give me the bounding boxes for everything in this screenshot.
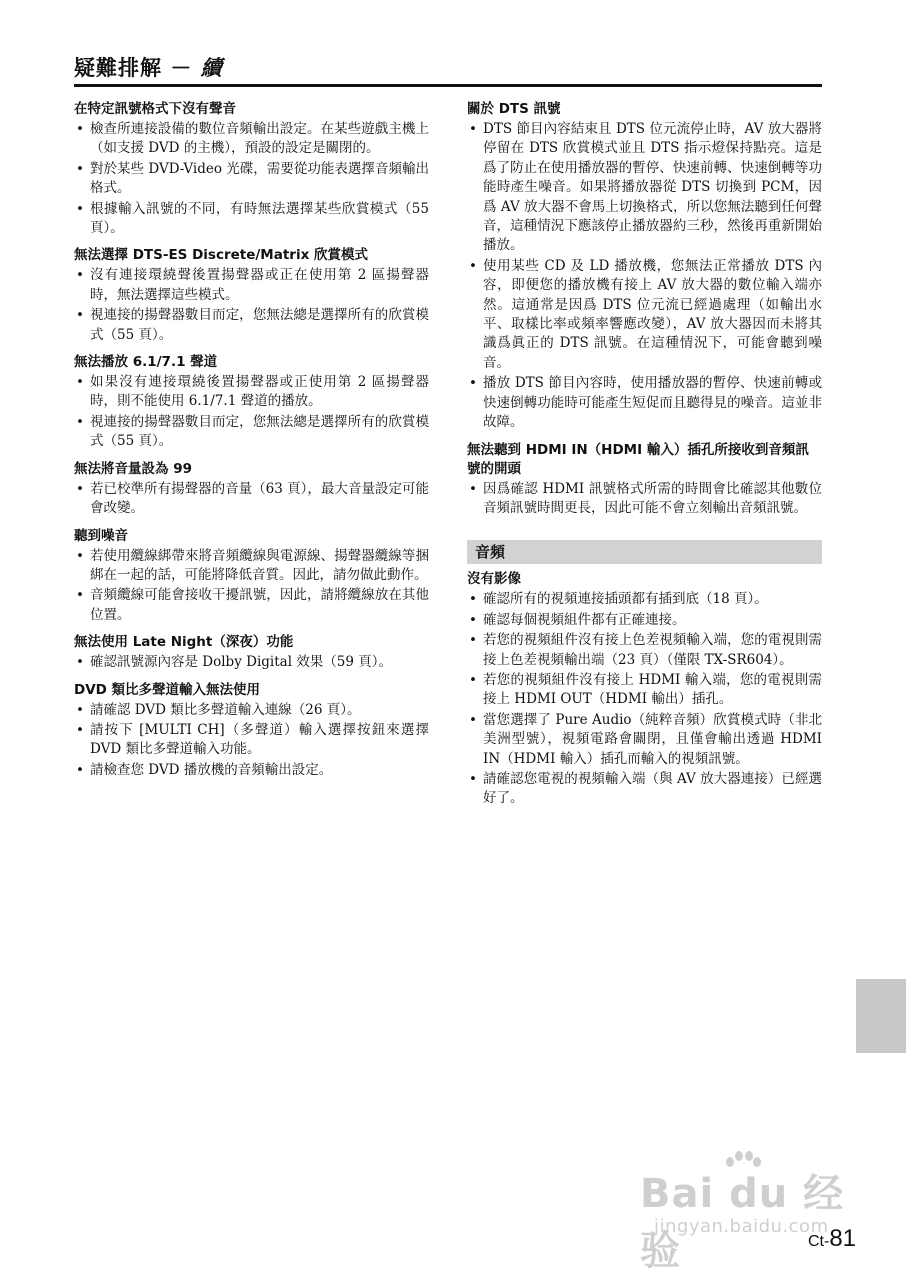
list-item-text: 如果沒有連接環繞後置揚聲器或正使用第 2 區揚聲器時，則不能使用 6.1/7.1 聲道的播放。 [90, 374, 429, 410]
list-item [74, 586, 429, 625]
list-item-text: 音頻纜線可能會接收干擾訊號，因此，請將纜線放在其他位置。 [90, 587, 429, 623]
list-item [467, 611, 822, 630]
bullet-icon: • [76, 121, 84, 137]
header-rule [74, 84, 822, 87]
list-item [74, 413, 429, 452]
list-item-text: 視連接的揚聲器數目而定，您無法總是選擇所有的欣賞模式（55 頁）。 [90, 307, 429, 343]
list-item-text: 播放 DTS 節目內容時，使用播放器的暫停、快速前轉或快速倒轉功能時可能產生短促而且聽得見的噪音。這並非故障。 [483, 375, 822, 431]
list-item-text: 當您選擇了 Pure Audio（純粹音頻）欣賞模式時（非北美洲型號），視頻電路會關閉，且僅會輸出透過 HDMI IN（HDMI 輸入）插孔而輸入的視頻訊號。 [483, 711, 822, 767]
list-item [467, 671, 822, 710]
section-title: 關於 DTS 訊號 [467, 101, 561, 117]
section-title: DVD 類比多聲道輸入無法使用 [74, 681, 261, 698]
section-title: 無法播放 6.1/7.1 聲道 [74, 354, 218, 371]
list-item [74, 160, 429, 199]
list-item [467, 374, 822, 432]
bullet-icon: • [76, 200, 84, 217]
bullet-list [74, 373, 429, 452]
section [467, 570, 822, 808]
list-item [74, 480, 429, 519]
list-item [74, 120, 429, 159]
title-continued: 續 [200, 56, 223, 80]
page-header [74, 52, 822, 88]
list-item-text: 因爲確認 HDMI 訊號格式所需的時間會比確認其他數位音頻訊號時間更長，因此可能不會立刻輸出音頻訊號。 [483, 480, 822, 516]
watermark-url: jingyan.baidu.com [654, 1216, 829, 1237]
bullet-list [467, 480, 822, 519]
bullet-icon: • [469, 257, 477, 274]
bullet-icon: • [469, 770, 477, 787]
section-title: 沒有影像 [467, 571, 521, 588]
list-item-text: 若使用纜線綁帶來將音頻纜線與電源線、揚聲器纜線等捆綁在一起的話，可能將降低音質。因此，請勿做此動作。 [90, 547, 429, 583]
list-item [467, 120, 822, 256]
bullet-icon: • [76, 307, 84, 324]
list-item [467, 711, 822, 769]
bullet-icon: • [76, 701, 84, 718]
bullet-icon: • [76, 721, 84, 738]
list-item-text: 視連接的揚聲器數目而定，您無法總是選擇所有的欣賞模式（55 頁）。 [90, 413, 429, 450]
list-item-text: 對於某些 DVD-Video 光碟，需要從功能表選擇音頻輸出格式。 [90, 160, 429, 197]
list-item-text: 確認所有的視頻連接插頭都有插到底（18 頁）。 [483, 591, 768, 608]
bullet-icon: • [76, 480, 84, 497]
list-item-text: 根據輸入訊號的不同，有時無法選擇某些欣賞模式（55 頁）。 [90, 200, 429, 237]
list-item-text: 請檢查您 DVD 播放機的音頻輸出設定。 [90, 761, 333, 778]
list-item [467, 590, 822, 609]
section-title: 無法將音量設為 99 [74, 460, 192, 477]
list-item-text: DTS 節目內容結束且 DTS 位元流停止時，AV 放大器將停留在 DTS 欣賞模式並且 DTS 指示燈保持點亮。這是爲了防止在使用播放器的暫停、快速前轉、快速倒轉等功能時產生噪音。如果將播放器從 DTS 切換到 PCM，因爲 AV 放大器不會馬上切換格式，所以您無法聽到任何聲音，這種情況下應該停止播放器約三秒，然後再重新開始播放。 [483, 121, 822, 254]
list-item-text: 確認每個視頻組件都有正確連接。 [483, 611, 686, 628]
section [74, 460, 429, 519]
bullet-icon: • [76, 761, 84, 778]
section [467, 441, 822, 519]
list-item-text: 請確認 DVD 類比多聲道輸入連線（26 頁）。 [90, 701, 361, 718]
section [74, 681, 429, 781]
bullet-icon: • [76, 547, 84, 564]
right-column-video [467, 570, 822, 808]
category-bar [467, 540, 822, 564]
list-item [467, 631, 822, 670]
bullet-list [74, 120, 429, 238]
list-item-text: 請確認您電視的視頻輸入端（與 AV 放大器連接）已經選好了。 [483, 770, 822, 807]
bullet-icon: • [76, 654, 84, 671]
page-number [808, 1225, 856, 1253]
right-column [467, 100, 822, 817]
bullet-list [74, 480, 429, 519]
bullet-icon: • [469, 121, 477, 137]
list-item [74, 200, 429, 239]
section-title: 無法使用 Late Night（深夜）功能 [74, 634, 294, 651]
list-item [467, 257, 822, 373]
bullet-list [74, 266, 429, 345]
bullet-list [74, 701, 429, 781]
bullet-icon: • [469, 671, 477, 688]
section [74, 527, 429, 626]
section [74, 100, 429, 238]
bullet-list [467, 590, 822, 808]
list-item-text: 若您的視頻組件沒有接上色差視頻輸入端，您的電視則需接上色差視頻輸出端（23 頁）（僅限 TX-SR604）。 [483, 632, 822, 668]
list-item [74, 721, 429, 760]
bullet-icon: • [76, 267, 84, 284]
bullet-list [467, 120, 822, 433]
section [467, 100, 822, 433]
list-item [74, 701, 429, 720]
bullet-list [74, 653, 429, 672]
bullet-list [74, 547, 429, 626]
list-item-text: 檢查所連接設備的數位音頻輸出設定。在某些遊戲主機上（如支援 DVD 的主機），預設的設定是關閉的。 [90, 121, 429, 157]
category-title: 音頻 [475, 543, 506, 562]
bullet-icon: • [76, 374, 84, 391]
list-item [74, 306, 429, 345]
section-title: 聽到噪音 [74, 527, 128, 544]
right-column-troubleshooting [467, 100, 822, 518]
section [74, 246, 429, 345]
page-title [74, 52, 223, 82]
list-item-text: 若已校準所有揚聲器的音量（63 頁），最大音量設定可能會改變。 [90, 480, 429, 517]
page-number-value: 81 [829, 1225, 857, 1252]
bullet-icon: • [469, 375, 477, 392]
section-title: 無法選擇 DTS-ES Discrete/Matrix 欣賞模式 [74, 247, 369, 264]
list-item [467, 480, 822, 519]
bullet-icon: • [76, 413, 84, 430]
left-column [74, 100, 429, 788]
bullet-icon: • [469, 611, 477, 628]
list-item [74, 653, 429, 672]
bullet-icon: • [469, 480, 477, 497]
side-tab [856, 979, 906, 1053]
title-text: 疑難排解 [74, 56, 162, 80]
list-item-text: 使用某些 CD 及 LD 播放機，您無法正常播放 DTS 內容，即便您的播放機有接上 AV 放大器的數位輸入端亦然。這通常是因爲 DTS 位元流已經過處理（如輸出水平、取樣比率或頻率響應改變），AV 放大器因而未將其識爲眞正的 DTS 訊號。在這種情況下，可能會聽到噪音。 [483, 257, 822, 371]
list-item [74, 761, 429, 780]
bullet-icon: • [469, 632, 477, 649]
page-number-prefix: Ct- [808, 1233, 830, 1250]
list-item-text: 沒有連接環繞聲後置揚聲器或正在使用第 2 區揚聲器時，無法選擇這些模式。 [90, 267, 429, 303]
bullet-icon: • [469, 711, 477, 728]
section-title: 無法聽到 HDMI IN（HDMI 輸入）插孔所接收到音頻訊號的開頭 [467, 441, 809, 477]
section [74, 353, 429, 452]
bullet-icon: • [76, 160, 84, 177]
title-separator: － [170, 56, 193, 80]
section [74, 633, 429, 672]
section-title: 在特定訊號格式下沒有聲音 [74, 101, 236, 117]
list-item [74, 373, 429, 412]
list-item-text: 確認訊號源內容是 Dolby Digital 效果（59 頁）。 [90, 654, 393, 671]
list-item [467, 770, 822, 809]
list-item-text: 請按下 [MULTI CH]（多聲道）輸入選擇按鈕來選擇 DVD 類比多聲道輸入功能。 [90, 721, 429, 758]
list-item [74, 266, 429, 305]
list-item [74, 547, 429, 586]
list-item-text: 若您的視頻組件沒有接上 HDMI 輸入端，您的電視則需接上 HDMI OUT（HDMI 輸出）插孔。 [483, 671, 822, 708]
bullet-icon: • [469, 591, 477, 608]
bullet-icon: • [76, 587, 84, 604]
watermark-brand: Bai du 经验 [640, 1171, 845, 1274]
